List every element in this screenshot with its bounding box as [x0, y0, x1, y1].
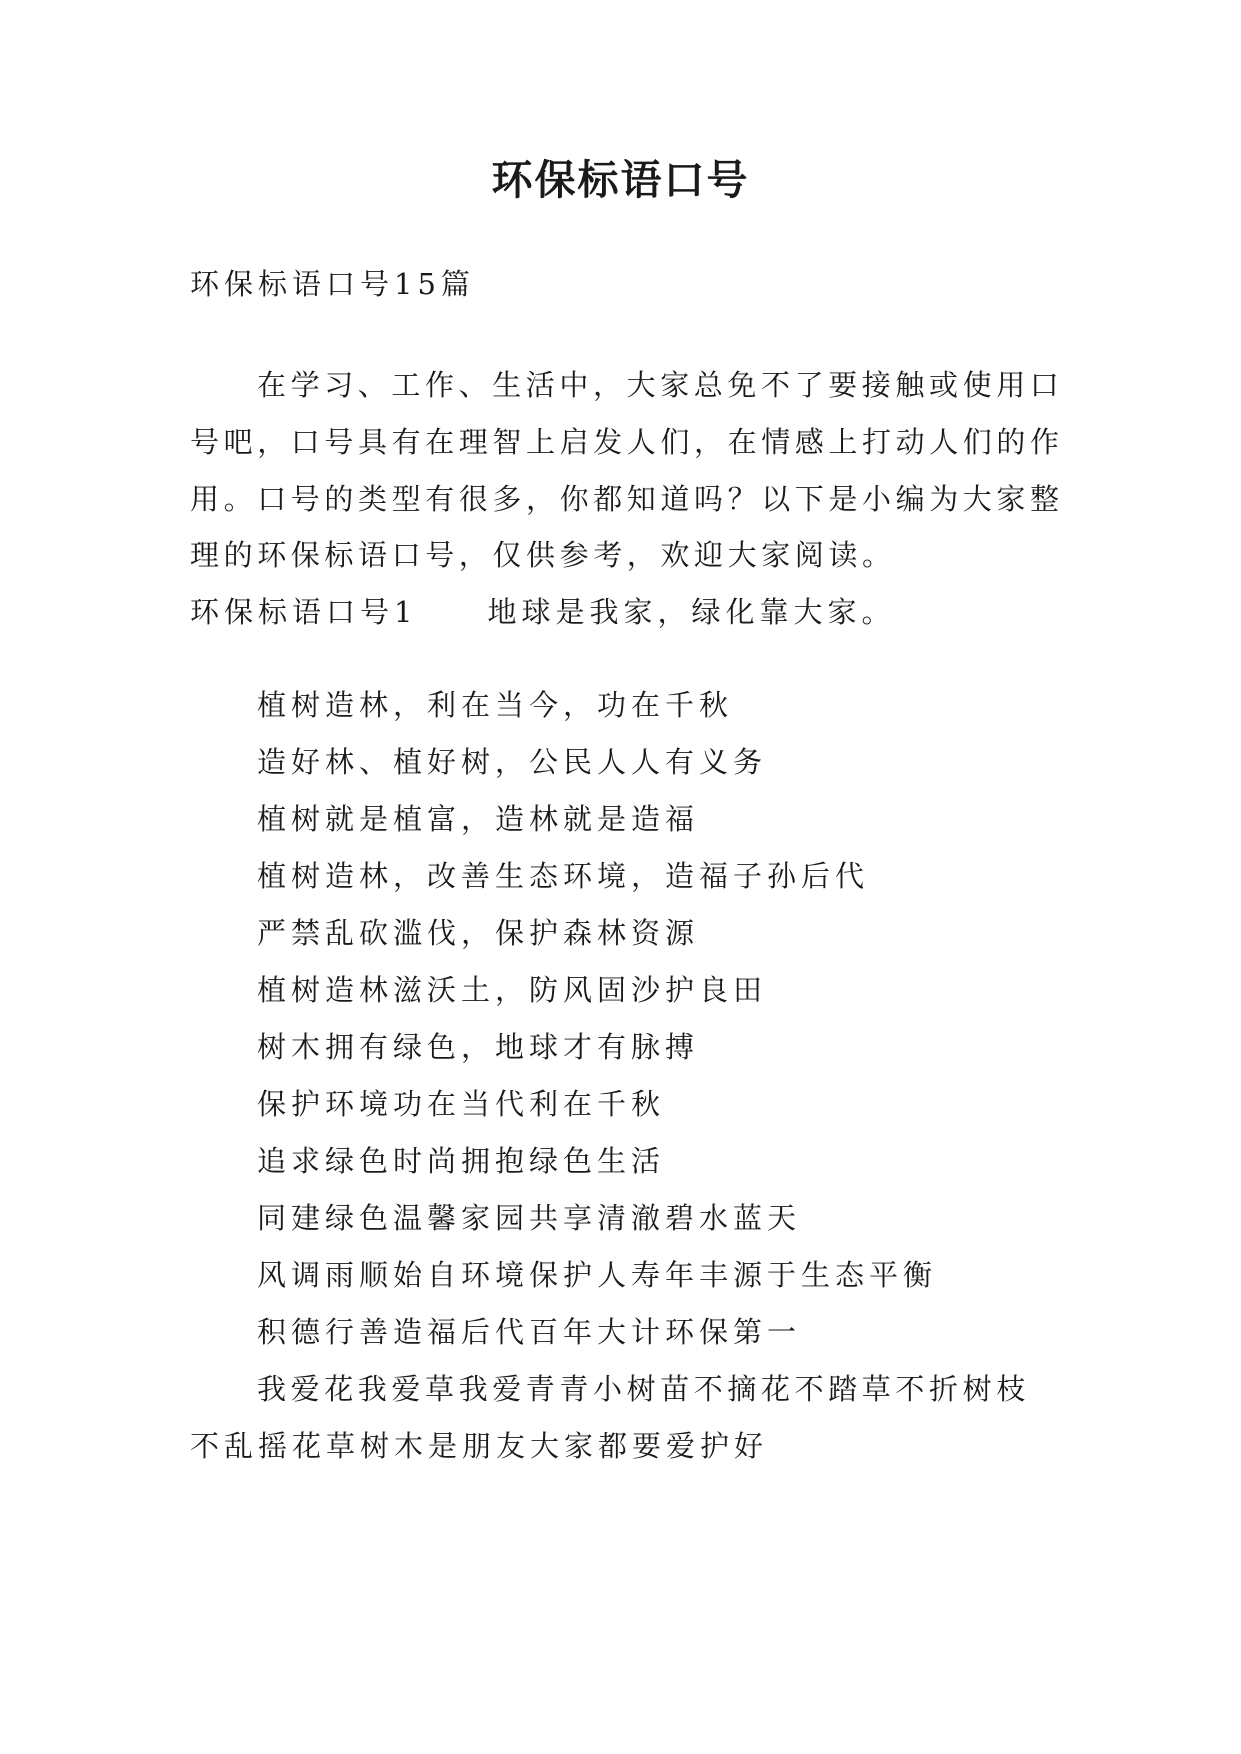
slogan-4: 植树造林，改善生态环境，造福子孙后代 — [257, 859, 870, 893]
section-1-heading: 环保标语口号1 — [190, 595, 418, 629]
slogan-13-line-1: 我爱花我爱草我爱青青小树苗不摘花不踏草不折树枝 — [257, 1372, 1030, 1406]
slogan-2: 造好林、植好树，公民人人有义务 — [257, 745, 768, 779]
document-subtitle: 环保标语口号15篇 — [190, 267, 475, 301]
slogan-3: 植树就是植富，造林就是造福 — [257, 802, 700, 836]
document-title: 环保标语口号 — [491, 156, 750, 204]
slogan-11: 风调雨顺始自环境保护人寿年丰源于生态平衡 — [257, 1258, 938, 1292]
slogan-12: 积德行善造福后代百年大计环保第一 — [257, 1315, 802, 1349]
intro-line-1: 在学习、工作、生活中，大家总免不了要接触或使用口 — [257, 368, 1064, 402]
slogan-13-line-2: 不乱摇花草树木是朋友大家都要爱护好 — [190, 1429, 769, 1463]
intro-line-3: 用。口号的类型有很多，你都知道吗？以下是小编为大家整 — [190, 482, 1064, 516]
slogan-9: 追求绿色时尚拥抱绿色生活 — [257, 1144, 666, 1178]
slogan-8: 保护环境功在当代利在千秋 — [257, 1087, 666, 1121]
intro-line-4: 理的环保标语口号，仅供参考，欢迎大家阅读。 — [190, 538, 896, 572]
intro-line-2: 号吧，口号具有在理智上启发人们，在情感上打动人们的作 — [190, 425, 1064, 459]
section-1-line — [190, 592, 895, 632]
slogan-1: 植树造林，利在当今，功在千秋 — [257, 688, 734, 722]
slogan-7: 树木拥有绿色，地球才有脉搏 — [257, 1030, 700, 1064]
slogan-10: 同建绿色温馨家园共享清澈碧水蓝天 — [257, 1201, 802, 1235]
slogan-5: 严禁乱砍滥伐，保护森林资源 — [257, 916, 700, 950]
section-1-first-slogan: 地球是我家，绿化靠大家。 — [487, 595, 896, 629]
slogan-6: 植树造林滋沃土，防风固沙护良田 — [257, 973, 768, 1007]
